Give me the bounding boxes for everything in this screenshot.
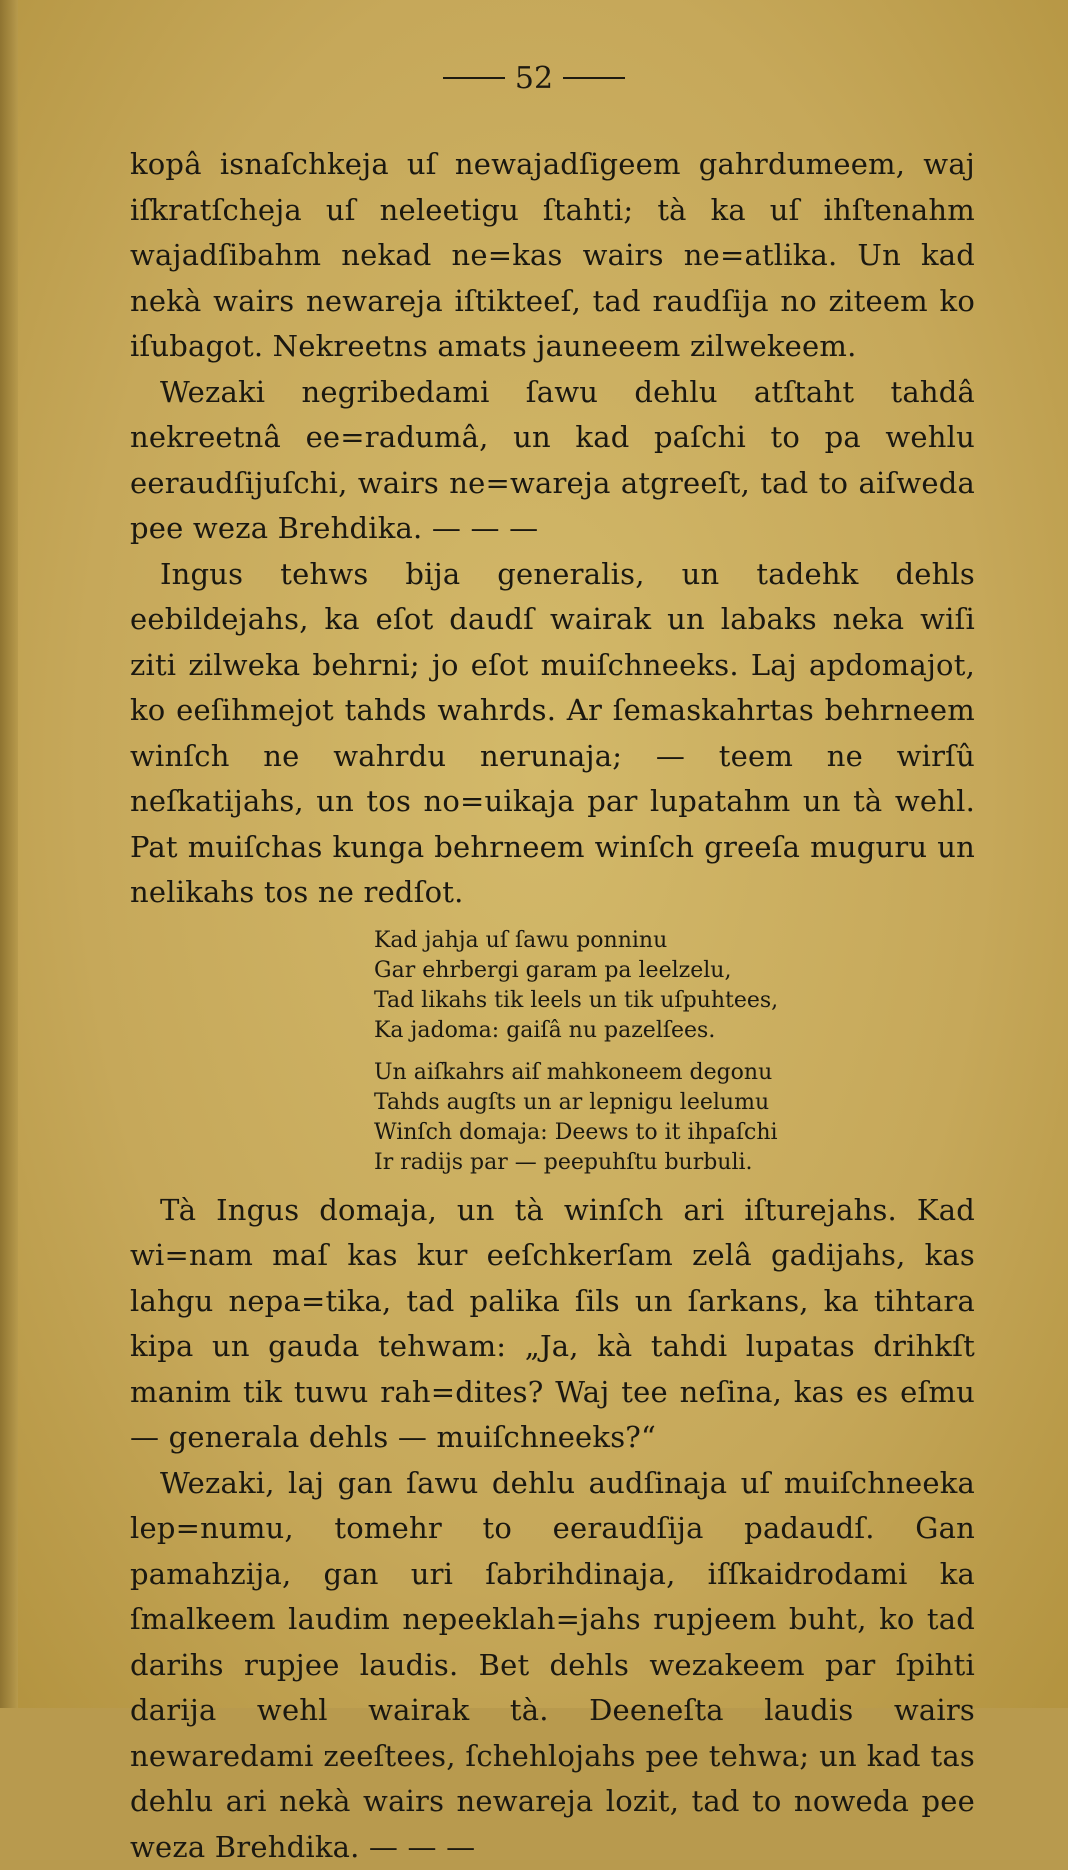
left-ornament-rule [443,77,505,79]
poem-stanza-2 [374,1058,975,1178]
poem-stanza-1 [374,926,975,1046]
verse-line: Tahds augſts un ar lepnigu leelumu [374,1088,975,1118]
paragraph-5: Wezaki, laj gan ſawu dehlu audſinaja uſ muiſchneeka lep=numu, tomehr to eeraudſija padaudſ. Gan pamahzija, gan uri ſabrihdinaja, iſſkaidrodami ka ſmalkeem laudim nepeeklah=jahs rupjeem buht, ko tad darihs rupjee laudis. Bet dehls wezakeem par ſpihti darija wehl wairak tà. Deeneſta laudis wairs newaredami zeeſtees, ſchehlojahs pee tehwa; un kad tas dehlu ari nekà wairs newareja lozit, tad to noweda pee weza Brehdika. — — — [130,1461,975,1870]
page-binding-edge [0,0,18,1708]
verse-line: Ir radijs par — peepuhſtu burbuli. [374,1148,975,1178]
verse-line: Winſch domaja: Deews to it ihpaſchi [374,1118,975,1148]
right-ornament-rule [563,77,625,79]
paragraph-1: kopâ isnaſchkeja uſ newajadſigeem gahrdumeem, waj iſkratſcheja uſ neleetigu ſtahti; tà ka uſ ihſtenahm wajadſibahm nekad ne=kas wairs ne=atlika. Un kad nekà wairs newareja iſtikteeſ, tad raudſija no ziteem ko iſubagot. Nekreetns amats jauneeem zilwekeem. [130,142,975,370]
page-header [0,58,1068,98]
paragraph-2: Wezaki negribedami ſawu dehlu atſtaht tahdâ nekreetnâ ee=radumâ, un kad paſchi to pa wehlu eeraudſijuſchi, wairs ne=wareja atgreeſt, tad to aiſweda pee weza Brehdika. — — — [130,370,975,552]
verse-line: Gar ehrbergi garam pa leelzelu, [374,956,975,986]
verse-line: Ka jadoma: gaiſâ nu pazelſees. [374,1016,975,1046]
verse-line: Kad jahja uſ ſawu ponninu [374,926,975,956]
paragraph-4: Tà Ingus domaja, un tà winſch ari iſturejahs. Kad wi=nam maſ kas kur eeſchkerſam zelâ gadijahs, kas lahgu nepa=tika, tad palika ſils un ſarkans, ka tihtara kipa un gauda tehwam: „Ja, kà tahdi lupatas drihkſt manim tik tuwu rah=dites? Waj tee neſina, kas es eſmu — generala dehls — muiſchneeks?“ [130,1188,975,1461]
verse-line: Tad likahs tik leels un tik uſpuhtees, [374,986,975,1016]
verse-line: Un aiſkahrs aiſ mahkoneem degonu [374,1058,975,1088]
page-number: 52 [515,61,553,96]
paragraph-3: Ingus tehws bija generalis, un tadehk dehls eebildejahs, ka eſot daudſ wairak un labaks neka wiſi ziti zilweka behrni; jo eſot muiſchneeks. Laj apdomajot, ko eeſihmejot tahds wahrds. Ar ſemaskahrtas behrneem winſch ne wahrdu nerunaja; — teem ne wirſû neſkatijahs, un tos no=uikaja par lupatahm un tà wehl. Pat muiſchas kunga behrneem winſch greeſa muguru un nelikahs tos ne redſot. [130,552,975,916]
body-text [130,142,975,1870]
